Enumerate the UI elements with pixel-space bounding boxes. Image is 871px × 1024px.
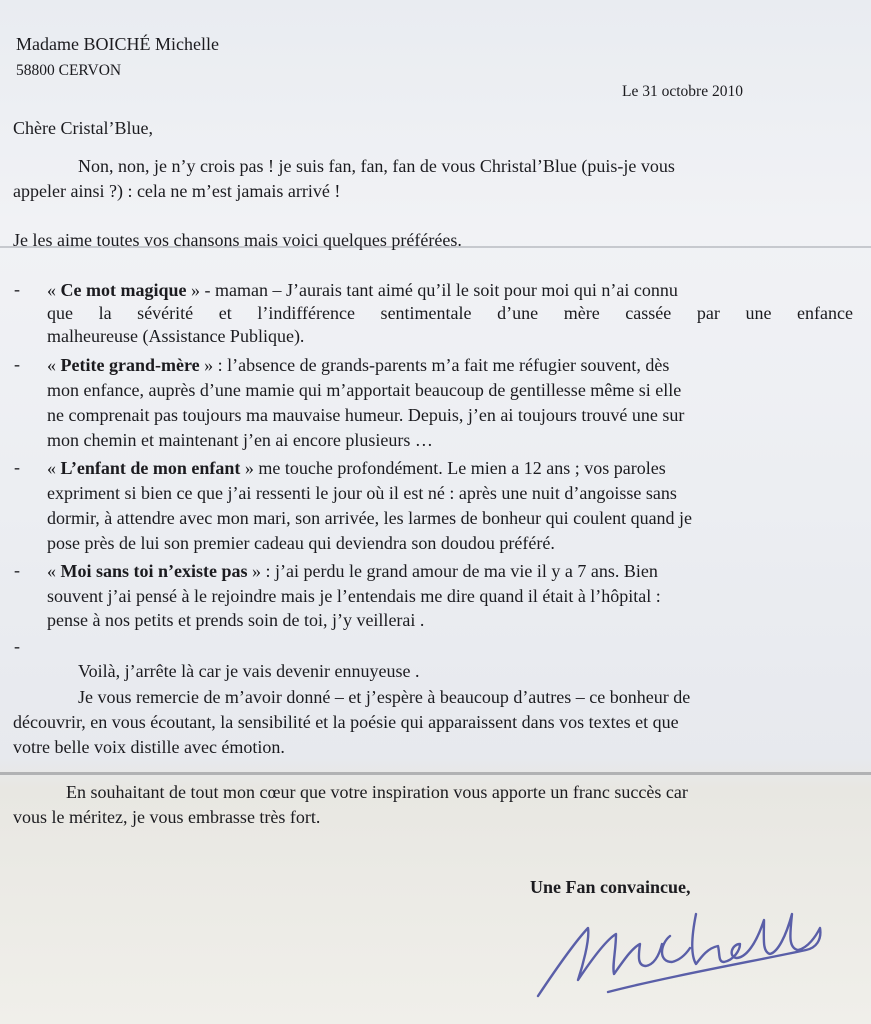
- song-item-4-first-line: « Moi sans toi n’existe pas » : j’ai perdu le grand amour de ma vie il y a 7 ans. Bien: [47, 561, 658, 581]
- closing-line: Une Fan convaincue,: [530, 877, 691, 897]
- letter-date: Le 31 octobre 2010: [622, 83, 743, 100]
- preface-line: Je les aime toutes vos chansons mais voici quelques préférées.: [13, 230, 462, 250]
- list-dash: -: [14, 560, 20, 580]
- paper-fold-line: [0, 772, 871, 775]
- list-dash: -: [14, 457, 20, 477]
- song-item-2-line: ne comprenait pas toujours ma mauvaise humeur. Depuis, j’en ai toujours trouvé une sur: [47, 405, 685, 425]
- song-item-1-line: malheureuse (Assistance Publique).: [47, 326, 305, 346]
- song-item-2-line: mon enfance, auprès d’une mamie qui m’apportait beaucoup de gentillesse même si elle: [47, 380, 682, 400]
- song-item-3-first-line: « L’enfant de mon enfant » me touche profondément. Le mien a 12 ans ; vos paroles: [47, 458, 666, 478]
- song-item-2-line: mon chemin et maintenant j’en ai encore plusieurs …: [47, 430, 433, 450]
- voila-line: Voilà, j’arrête là car je vais devenir ennuyeuse .: [78, 661, 420, 681]
- list-dash: -: [14, 279, 20, 299]
- song-item-4-line: pense à nos petits et prends soin de toi, j’y veillerai .: [47, 610, 425, 630]
- song-item-2-first-line: « Petite grand-mère » : l’absence de grands-parents m’a fait me réfugier souvent, dès: [47, 355, 670, 375]
- sender-name: Madame BOICHÉ Michelle: [16, 34, 219, 54]
- thanks-line-3: votre belle voix distille avec émotion.: [13, 737, 285, 757]
- song-title: L’enfant de mon enfant: [60, 458, 241, 478]
- song-item-4-line: souvent j’ai pensé à le rejoindre mais je l’entendais me dire quand il était à l’hôpital :: [47, 586, 661, 606]
- handwritten-signature: [520, 900, 840, 1010]
- song-title: Petite grand-mère: [60, 355, 200, 375]
- wish-line-1: En souhaitant de tout mon cœur que votre inspiration vous apporte un franc succès car: [66, 782, 688, 802]
- intro-line-2: appeler ainsi ?) : cela ne m’est jamais arrivé !: [13, 181, 341, 201]
- list-dash: -: [14, 636, 20, 656]
- list-dash: -: [14, 354, 20, 374]
- song-item-3-line: dormir, à attendre avec mon mari, son arrivée, les larmes de bonheur qui coulent quand je: [47, 508, 693, 528]
- sender-city: 58800 CERVON: [16, 62, 122, 79]
- song-title: Ce mot magique: [60, 280, 187, 300]
- song-title: Moi sans toi n’existe pas: [60, 561, 248, 581]
- wish-line-2: vous le méritez, je vous embrasse très fort.: [13, 807, 321, 827]
- greeting: Chère Cristal’Blue,: [13, 118, 153, 138]
- thanks-line-2: découvrir, en vous écoutant, la sensibilité et la poésie qui apparaissent dans vos textes et que: [13, 712, 679, 732]
- intro-line-1: Non, non, je n’y crois pas ! je suis fan, fan, fan de vous Christal’Blue (puis-je vous: [78, 156, 675, 176]
- song-item-3-line: pose près de lui son premier cadeau qui deviendra son doudou préféré.: [47, 533, 555, 553]
- song-item-3-line: expriment si bien ce que j’ai ressenti le jour où il est né : après une nuit d’angoisse sans: [47, 483, 677, 503]
- thanks-line-1: Je vous remercie de m’avoir donné – et j’espère à beaucoup d’autres – ce bonheur de: [78, 687, 691, 707]
- song-item-1-line: que la sévérité et l’indifférence sentimentale d’une mère cassée par une enfance: [47, 303, 853, 323]
- song-item-1-first-line: « Ce mot magique » - maman – J’aurais tant aimé qu’il le soit pour moi qui n’ai connu: [47, 280, 678, 300]
